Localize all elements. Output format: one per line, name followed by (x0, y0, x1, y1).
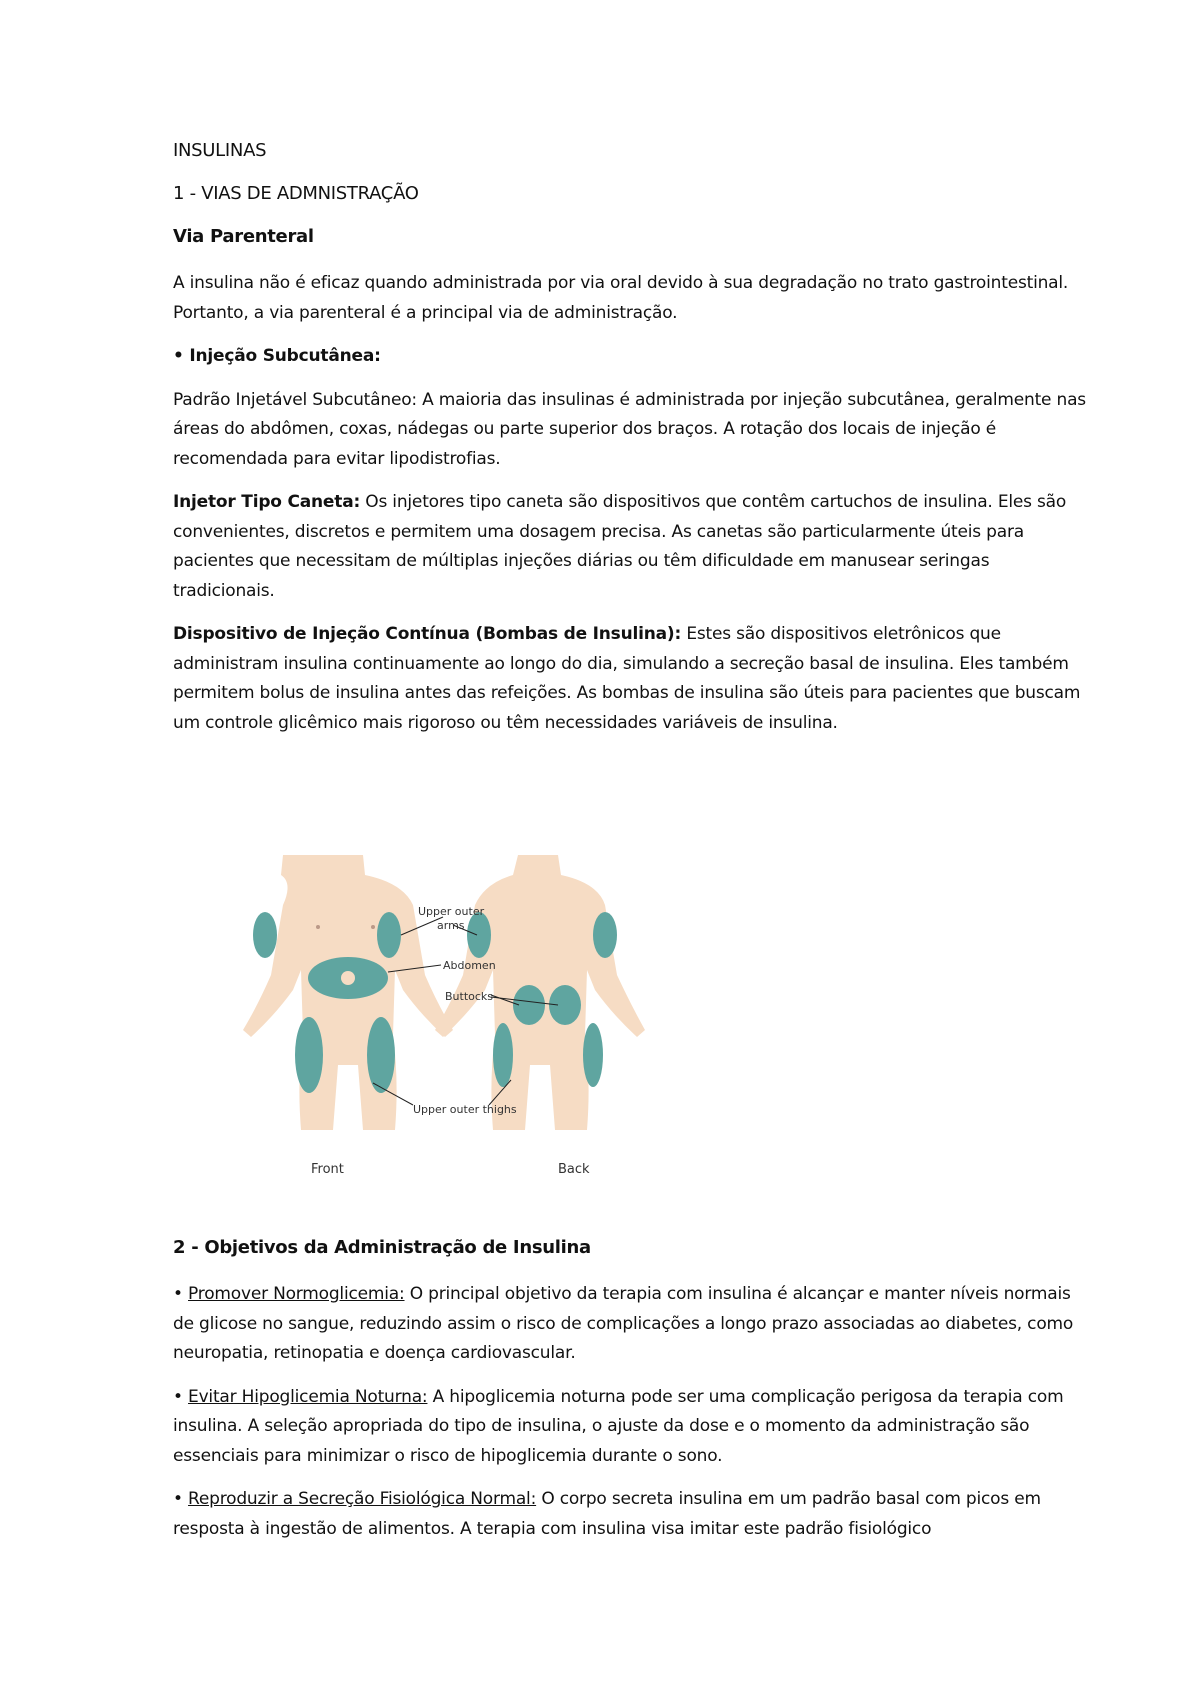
caneta-title: Injetor Tipo Caneta: (173, 492, 361, 512)
bullet-glyph: • (173, 1284, 189, 1304)
document-title: INSULINAS (173, 140, 267, 161)
objective-text: A hipoglicemia noturna pode ser uma complicação perigosa da terapia com insulina. A seleção apropriada do tipo de insulina, o ajuste da dose e o momento da administração são essenciais para minimizar o risco de hipoglicemia durante o sono. (173, 1386, 1064, 1466)
objective-item (173, 1383, 1093, 1472)
label-buttocks: Buttocks (445, 990, 494, 1003)
padrao-paragraph: Padrão Injetável Subcutâneo: A maioria das insulinas é administrada por injeção subcutânea, geralmente nas áreas do abdômen, coxas, nádegas ou parte superior dos braços. A rotação dos locais de injeção é recomendada para evitar lipodistrofias. (173, 389, 1086, 469)
upper-content (173, 140, 1093, 752)
injection-sites-diagram (213, 855, 713, 1180)
objective-item (173, 1280, 1093, 1369)
front-body (243, 855, 453, 1130)
lower-content (173, 1237, 1093, 1558)
bullet-glyph: • (173, 1386, 189, 1407)
bomba-paragraph (173, 620, 1093, 738)
injection-sites-figure (213, 855, 713, 1180)
section-1-heading: 1 - VIAS DE ADMNISTRAÇÃO (173, 183, 419, 204)
caneta-text: Os injetores tipo caneta são dispositivos que contêm cartuchos de insulina. Eles são convenientes, discretos e permitem uma dosagem precisa. As canetas são particularmente úteis para pacientes que necessitam de múltiplas injeções diárias ou têm dificuldade em manusear seringas tradicionais. (173, 492, 1067, 601)
label-front: Front (311, 1162, 344, 1177)
objective-title: Reproduzir a Secreção Fisiológica Normal: (188, 1489, 537, 1509)
bomba-text: Estes são dispositivos eletrônicos que administram insulina continuamente ao longo do dia, simulando a secreção basal de insulina. Eles também permitem bolus de insulina antes das refeições. As bombas de insulina são úteis para pacientes que buscam um controle glicêmico mais rigoroso ou têm necessidades variáveis de insulina. (173, 624, 1081, 733)
label-upper-outer-arms-line1: Upper outer (418, 905, 485, 918)
objective-item (173, 1485, 1093, 1544)
label-upper-outer-arms-line2: arms (437, 919, 465, 932)
label-abdomen: Abdomen (443, 959, 496, 972)
section-2-heading: 2 - Objetivos da Administração de Insulina (173, 1237, 591, 1258)
intro-paragraph: A insulina não é eficaz quando administrada por via oral devido à sua degradação no trato gastrointestinal. Portanto, a via parenteral é a principal via de administração. (173, 273, 1069, 323)
bullet-glyph: • (173, 1489, 189, 1509)
bomba-title: Dispositivo de Injeção Contínua (Bombas de Insulina): (173, 624, 682, 644)
caneta-paragraph (173, 488, 1093, 606)
label-back: Back (558, 1162, 590, 1177)
objective-title: Evitar Hipoglicemia Noturna: (188, 1386, 428, 1407)
objective-text: O corpo secreta insulina em um padrão basal com picos em resposta à ingestão de alimentos. A terapia com insulina visa imitar este padrão fisiológico (173, 1489, 1041, 1539)
objective-title: Promover Normoglicemia: (188, 1284, 405, 1304)
label-upper-outer-thighs: Upper outer thighs (413, 1103, 517, 1116)
bullet-heading: • Injeção Subcutânea: (173, 346, 381, 366)
objective-text: O principal objetivo da terapia com insulina é alcançar e manter níveis normais de glicose no sangue, reduzindo assim o risco de complicações a longo prazo associadas ao diabetes, como neuropatia, retinopatia e doença cardiovascular. (173, 1284, 1074, 1363)
subsection-heading: Via Parenteral (173, 226, 314, 247)
